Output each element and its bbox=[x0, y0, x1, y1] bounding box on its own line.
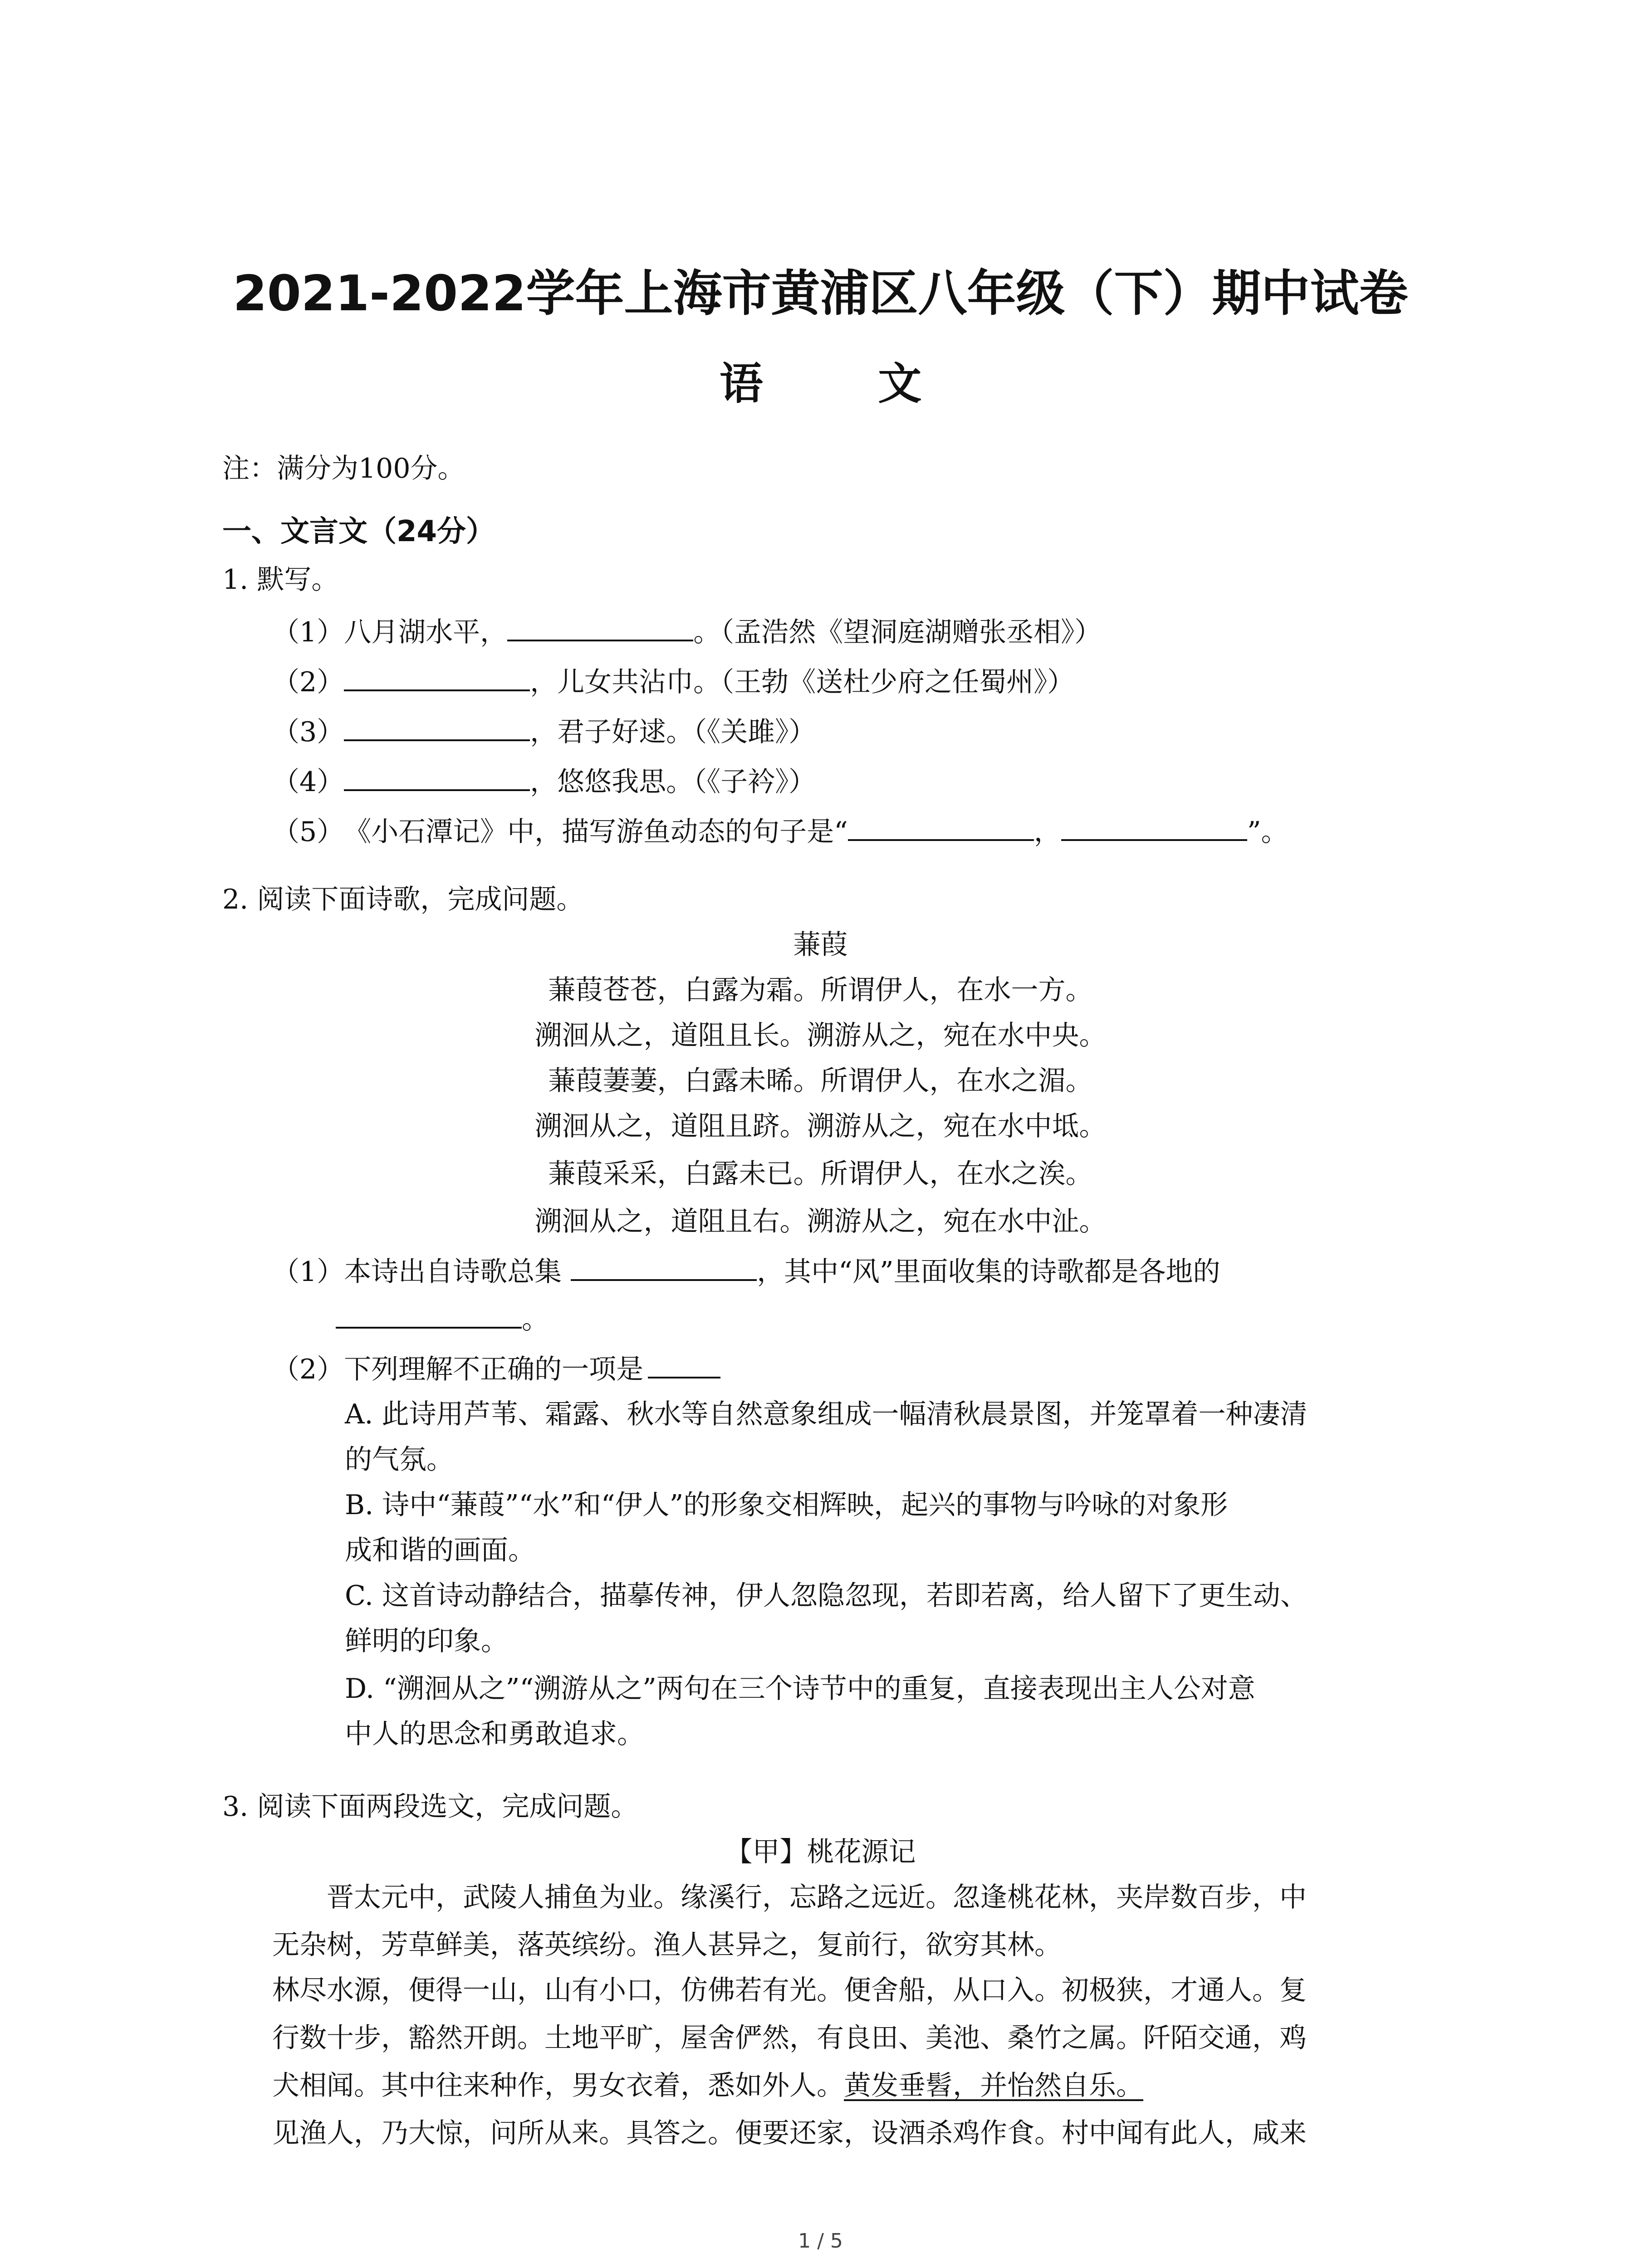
question-1-stem: 1. 默写。 bbox=[222, 564, 339, 596]
answer-blank[interactable] bbox=[344, 712, 530, 741]
question-2-stem: 2. 阅读下面诗歌，完成问题。 bbox=[222, 884, 584, 915]
passage-line: 见渔人，乃大惊，问所从来。具答之。便要还家，设酒杀鸡作食。村中闻有此人，咸来 bbox=[272, 2117, 1307, 2149]
option-c-line1: C. 这首诗动静结合，描摹传神，伊人忽隐忽现，若即若离，给人留下了更生动、 bbox=[345, 1580, 1308, 1612]
item-number: （4） bbox=[272, 766, 344, 798]
q2-sub-2 bbox=[272, 1349, 720, 1384]
q1-item-1 bbox=[272, 612, 1102, 647]
item-number: （1） bbox=[272, 1256, 344, 1288]
score-note: 注：满分为100分。 bbox=[222, 453, 465, 484]
item-number: （5） bbox=[272, 816, 344, 848]
answer-blank[interactable] bbox=[571, 1252, 757, 1281]
poem-line: 溯洄从之，道阻且跻。溯游从之，宛在水中坻。 bbox=[534, 1110, 1107, 1142]
item-text: ，儿女共沾巾。（王勃《送杜少府之任蜀州》） bbox=[530, 666, 1075, 698]
answer-blank[interactable] bbox=[336, 1300, 522, 1329]
q1-item-2 bbox=[272, 662, 1074, 697]
section-heading: 一、文言文（24分） bbox=[222, 515, 495, 548]
answer-blank[interactable] bbox=[848, 812, 1034, 841]
option-d-line2: 中人的思念和勇敢追求。 bbox=[345, 1718, 644, 1750]
item-number: （2） bbox=[272, 666, 344, 698]
answer-blank[interactable] bbox=[1061, 812, 1247, 841]
q2-sub-1-cont bbox=[336, 1300, 549, 1334]
passage-line: 晋太元中，武陵人捕鱼为业。缘溪行，忘路之远近。忽逢桃花林，夹岸数百步，中 bbox=[327, 1882, 1307, 1913]
item-text: 本诗出自诗歌总集 bbox=[344, 1256, 562, 1288]
poem-line: 蒹葭萋萋，白露未晞。所谓伊人，在水之湄。 bbox=[548, 1065, 1093, 1097]
item-number: （2） bbox=[272, 1354, 344, 1385]
option-a-line2: 的气氛。 bbox=[345, 1444, 454, 1476]
answer-blank[interactable] bbox=[344, 762, 530, 791]
passage-title: 【甲】桃花源记 bbox=[725, 1836, 916, 1868]
option-d-line1: D. “溯洄从之”“溯游从之”两句在三个诗节中的重复，直接表现出主人公对意 bbox=[345, 1673, 1255, 1705]
item-text: 。 bbox=[522, 1304, 549, 1335]
answer-blank[interactable] bbox=[344, 662, 530, 691]
underlined-sentence: 黄发垂髫，并怡然自乐。 bbox=[844, 2070, 1143, 2102]
item-text: 八月湖水平， bbox=[344, 616, 508, 648]
item-text: ，其中“风”里面收集的诗歌都是各地的 bbox=[757, 1256, 1220, 1288]
q1-item-3 bbox=[272, 712, 816, 747]
q1-item-4 bbox=[272, 762, 816, 797]
option-c-line2: 鲜明的印象。 bbox=[345, 1625, 508, 1657]
poem-title: 蒹葭 bbox=[793, 929, 848, 961]
passage-line bbox=[272, 2071, 1143, 2101]
poem-line: 溯洄从之，道阻且长。溯游从之，宛在水中央。 bbox=[534, 1020, 1107, 1051]
question-3-stem: 3. 阅读下面两段选文，完成问题。 bbox=[222, 1791, 638, 1823]
item-text: 下列理解不正确的一项是 bbox=[344, 1354, 644, 1385]
poem-line: 蒹葭采采，白露未已。所谓伊人，在水之涘。 bbox=[548, 1158, 1093, 1190]
q2-sub-1 bbox=[272, 1252, 1220, 1287]
page-number: 1 / 5 bbox=[798, 2229, 843, 2253]
passage-line: 无杂树，芳草鲜美，落英缤纷。渔人甚异之，复前行，欲穷其林。 bbox=[272, 1929, 1062, 1961]
passage-line: 林尽水源，便得一山，山有小口，仿佛若有光。便舍船，从口入。初极狭，才通人。复 bbox=[272, 1975, 1307, 2006]
option-b-line2: 成和谐的画面。 bbox=[345, 1535, 535, 1566]
item-text: ”。 bbox=[1247, 816, 1288, 848]
item-number: （3） bbox=[272, 716, 344, 748]
option-a-line1: A. 此诗用芦苇、霜露、秋水等自然意象组成一幅清秋晨景图，并笼罩着一种凄清 bbox=[345, 1398, 1308, 1430]
page-title: 2021-2022学年上海市黄浦区八年级（下）期中试卷 bbox=[233, 265, 1408, 322]
poem-line: 蒹葭苍苍，白露为霜。所谓伊人，在水一方。 bbox=[548, 974, 1093, 1006]
item-text: 《小石潭记》中，描写游鱼动态的句子是“ bbox=[344, 816, 848, 848]
option-b-line1: B. 诗中“蒹葭”“水”和“伊人”的形象交相辉映，起兴的事物与吟咏的对象形 bbox=[345, 1489, 1228, 1521]
item-text: ， bbox=[1034, 816, 1061, 848]
q1-item-5 bbox=[272, 812, 1288, 847]
item-text: 。（孟浩然《望洞庭湖赠张丞相》） bbox=[693, 616, 1102, 648]
passage-line: 行数十步，豁然开朗。土地平旷，屋舍俨然，有良田、美池、桑竹之属。阡陌交通，鸡 bbox=[272, 2022, 1307, 2054]
passage-text: 犬相闻。其中往来种作，男女衣着，悉如外人。 bbox=[272, 2070, 844, 2102]
item-text: ，悠悠我思。（《子衿》） bbox=[530, 766, 816, 798]
poem-line: 溯洄从之，道阻且右。溯游从之，宛在水中沚。 bbox=[534, 1206, 1107, 1237]
subject-title: 语 文 bbox=[719, 358, 972, 409]
item-number: （1） bbox=[272, 616, 344, 648]
item-text: ，君子好逑。（《关雎》） bbox=[530, 716, 816, 748]
answer-blank[interactable] bbox=[648, 1349, 720, 1378]
answer-blank[interactable] bbox=[507, 612, 693, 641]
